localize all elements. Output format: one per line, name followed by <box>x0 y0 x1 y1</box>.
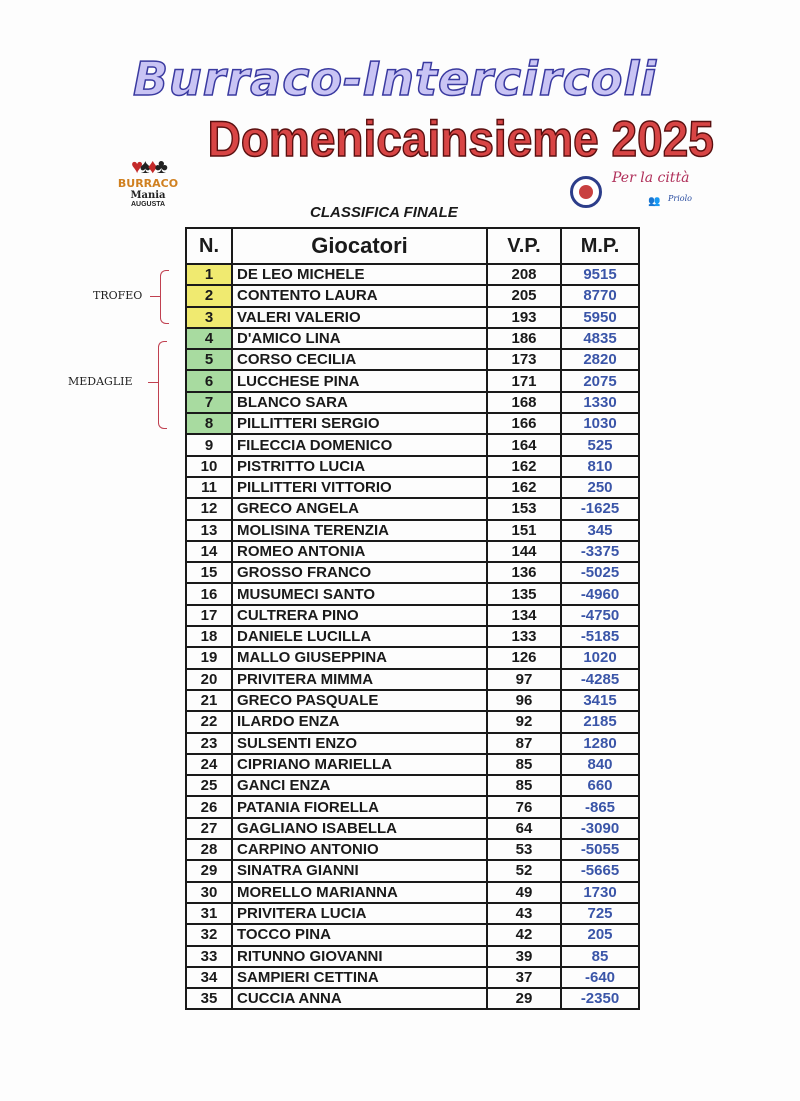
rank-cell: 28 <box>186 839 232 860</box>
vp-cell: 186 <box>487 328 561 349</box>
player-name-cell: SINATRA GIANNI <box>232 860 487 881</box>
player-name-cell: RITUNNO GIOVANNI <box>232 946 487 967</box>
ranking-table-body <box>186 264 639 1009</box>
vp-cell: 97 <box>487 669 561 690</box>
player-name-cell: MALLO GIUSEPPINA <box>232 647 487 668</box>
player-name-cell: CORSO CECILIA <box>232 349 487 370</box>
vp-cell: 87 <box>487 733 561 754</box>
table-row <box>186 818 639 839</box>
table-row <box>186 583 639 604</box>
player-name-cell: LUCCHESE PINA <box>232 370 487 391</box>
sponsor-logo <box>568 168 698 216</box>
vp-cell: 52 <box>487 860 561 881</box>
mp-cell: 810 <box>561 456 639 477</box>
table-row <box>186 839 639 860</box>
col-header-vp: V.P. <box>487 228 561 264</box>
table-row <box>186 860 639 881</box>
table-row <box>186 477 639 498</box>
player-name-cell: CARPINO ANTONIO <box>232 839 487 860</box>
table-row <box>186 434 639 455</box>
rank-cell: 19 <box>186 647 232 668</box>
player-name-cell: PRIVITERA LUCIA <box>232 903 487 924</box>
player-name-cell: DANIELE LUCILLA <box>232 626 487 647</box>
player-name-cell: CUCCIA ANNA <box>232 988 487 1009</box>
mp-cell: -3090 <box>561 818 639 839</box>
player-name-cell: CONTENTO LAURA <box>232 285 487 306</box>
vp-cell: 53 <box>487 839 561 860</box>
mp-cell: 9515 <box>561 264 639 285</box>
mp-cell: 840 <box>561 754 639 775</box>
table-row <box>186 456 639 477</box>
rank-cell: 9 <box>186 434 232 455</box>
mp-cell: 2075 <box>561 370 639 391</box>
rank-cell: 20 <box>186 669 232 690</box>
player-name-cell: PILLITTERI VITTORIO <box>232 477 487 498</box>
table-row <box>186 413 639 434</box>
vp-cell: 162 <box>487 456 561 477</box>
mp-cell: 3415 <box>561 690 639 711</box>
player-name-cell: ILARDO ENZA <box>232 711 487 732</box>
rank-cell: 8 <box>186 413 232 434</box>
player-name-cell: GANCI ENZA <box>232 775 487 796</box>
rank-cell: 26 <box>186 796 232 817</box>
rank-cell: 7 <box>186 392 232 413</box>
vp-cell: 135 <box>487 583 561 604</box>
vp-cell: 162 <box>487 477 561 498</box>
vp-cell: 144 <box>487 541 561 562</box>
rank-cell: 3 <box>186 307 232 328</box>
mp-cell: 525 <box>561 434 639 455</box>
rank-cell: 29 <box>186 860 232 881</box>
table-row <box>186 690 639 711</box>
vp-cell: 133 <box>487 626 561 647</box>
player-name-cell: FILECCIA DOMENICO <box>232 434 487 455</box>
col-header-rank: N. <box>186 228 232 264</box>
mp-cell: -4750 <box>561 605 639 626</box>
vp-cell: 171 <box>487 370 561 391</box>
vp-cell: 126 <box>487 647 561 668</box>
vp-cell: 37 <box>487 967 561 988</box>
medaglie-brace <box>158 341 167 429</box>
mp-cell: -4960 <box>561 583 639 604</box>
table-row <box>186 796 639 817</box>
mp-cell: 4835 <box>561 328 639 349</box>
mp-cell: 250 <box>561 477 639 498</box>
vp-cell: 43 <box>487 903 561 924</box>
ranking-table <box>185 227 640 1010</box>
vp-cell: 168 <box>487 392 561 413</box>
mp-cell: 1030 <box>561 413 639 434</box>
mp-cell: 5950 <box>561 307 639 328</box>
event-title: Burraco-Intercircoli <box>132 52 658 106</box>
rank-cell: 1 <box>186 264 232 285</box>
table-row <box>186 264 639 285</box>
table-row <box>186 882 639 903</box>
vp-cell: 96 <box>487 690 561 711</box>
rank-cell: 5 <box>186 349 232 370</box>
mp-cell: -5025 <box>561 562 639 583</box>
table-row <box>186 562 639 583</box>
rank-cell: 24 <box>186 754 232 775</box>
rank-cell: 35 <box>186 988 232 1009</box>
mp-cell: 725 <box>561 903 639 924</box>
card-suits-icon: ♥♠♦♣ <box>131 156 165 178</box>
table-row <box>186 924 639 945</box>
vp-cell: 193 <box>487 307 561 328</box>
rank-cell: 13 <box>186 520 232 541</box>
rank-cell: 2 <box>186 285 232 306</box>
table-row <box>186 498 639 519</box>
vp-cell: 164 <box>487 434 561 455</box>
rank-cell: 27 <box>186 818 232 839</box>
table-row <box>186 946 639 967</box>
player-name-cell: SAMPIERI CETTINA <box>232 967 487 988</box>
vp-cell: 29 <box>487 988 561 1009</box>
rank-cell: 21 <box>186 690 232 711</box>
player-name-cell: MUSUMECI SANTO <box>232 583 487 604</box>
player-name-cell: SULSENTI ENZO <box>232 733 487 754</box>
classification-title: CLASSIFICA FINALE <box>310 204 458 221</box>
table-row <box>186 307 639 328</box>
table-row <box>186 392 639 413</box>
mp-cell: 1280 <box>561 733 639 754</box>
mp-cell: 2820 <box>561 349 639 370</box>
player-name-cell: PRIVITERA MIMMA <box>232 669 487 690</box>
rank-cell: 25 <box>186 775 232 796</box>
table-row <box>186 988 639 1009</box>
sponsor-subtext: Priolo <box>668 194 692 203</box>
rank-cell: 30 <box>186 882 232 903</box>
burraco-mania-logo <box>112 156 184 209</box>
logo-brand-text: BURRACO <box>117 177 179 190</box>
event-subtitle: Domenicainsieme 2025 <box>207 111 714 167</box>
vp-cell: 49 <box>487 882 561 903</box>
mp-cell: 1730 <box>561 882 639 903</box>
rank-cell: 22 <box>186 711 232 732</box>
rank-cell: 17 <box>186 605 232 626</box>
player-name-cell: GAGLIANO ISABELLA <box>232 818 487 839</box>
vp-cell: 153 <box>487 498 561 519</box>
col-header-mp: M.P. <box>561 228 639 264</box>
mp-cell: 1020 <box>561 647 639 668</box>
table-row <box>186 775 639 796</box>
rank-cell: 32 <box>186 924 232 945</box>
player-name-cell: MOLISINA TERENZIA <box>232 520 487 541</box>
vp-cell: 64 <box>487 818 561 839</box>
table-header-row <box>186 228 639 264</box>
table-row <box>186 754 639 775</box>
table-row <box>186 285 639 306</box>
rank-cell: 11 <box>186 477 232 498</box>
mp-cell: 345 <box>561 520 639 541</box>
vp-cell: 92 <box>487 711 561 732</box>
mp-cell: -5185 <box>561 626 639 647</box>
player-name-cell: PISTRITTO LUCIA <box>232 456 487 477</box>
medaglie-brace-tick <box>148 382 158 383</box>
rank-cell: 12 <box>186 498 232 519</box>
rank-cell: 34 <box>186 967 232 988</box>
table-row <box>186 711 639 732</box>
player-name-cell: ROMEO ANTONIA <box>232 541 487 562</box>
rank-cell: 16 <box>186 583 232 604</box>
player-name-cell: GROSSO FRANCO <box>232 562 487 583</box>
emblem-icon <box>570 176 602 208</box>
trofeo-brace <box>160 270 169 324</box>
player-name-cell: TOCCO PINA <box>232 924 487 945</box>
player-name-cell: D'AMICO LINA <box>232 328 487 349</box>
table-row <box>186 370 639 391</box>
vp-cell: 42 <box>487 924 561 945</box>
mp-cell: 660 <box>561 775 639 796</box>
table-row <box>186 541 639 562</box>
mp-cell: -4285 <box>561 669 639 690</box>
table-row <box>186 349 639 370</box>
rank-cell: 10 <box>186 456 232 477</box>
table-row <box>186 605 639 626</box>
player-name-cell: CULTRERA PINO <box>232 605 487 626</box>
vp-cell: 134 <box>487 605 561 626</box>
rank-cell: 6 <box>186 370 232 391</box>
mp-cell: -640 <box>561 967 639 988</box>
table-row <box>186 647 639 668</box>
mp-cell: -3375 <box>561 541 639 562</box>
vp-cell: 85 <box>487 754 561 775</box>
people-icon: 👥 <box>648 196 661 207</box>
rank-cell: 4 <box>186 328 232 349</box>
player-name-cell: CIPRIANO MARIELLA <box>232 754 487 775</box>
rank-cell: 18 <box>186 626 232 647</box>
mp-cell: 85 <box>561 946 639 967</box>
player-name-cell: DE LEO MICHELE <box>232 264 487 285</box>
player-name-cell: VALERI VALERIO <box>232 307 487 328</box>
table-row <box>186 733 639 754</box>
player-name-cell: PATANIA FIORELLA <box>232 796 487 817</box>
table-row <box>186 328 639 349</box>
rank-cell: 15 <box>186 562 232 583</box>
rank-cell: 23 <box>186 733 232 754</box>
logo-line2: AUGUSTA <box>130 201 166 208</box>
vp-cell: 76 <box>487 796 561 817</box>
player-name-cell: PILLITTERI SERGIO <box>232 413 487 434</box>
logo-line1: Mania <box>130 190 166 201</box>
mp-cell: -5665 <box>561 860 639 881</box>
vp-cell: 205 <box>487 285 561 306</box>
player-name-cell: GRECO ANGELA <box>232 498 487 519</box>
mp-cell: -5055 <box>561 839 639 860</box>
sponsor-text: Per la città <box>612 170 690 186</box>
mp-cell: -865 <box>561 796 639 817</box>
vp-cell: 151 <box>487 520 561 541</box>
trofeo-label: TROFEO <box>93 289 143 302</box>
vp-cell: 208 <box>487 264 561 285</box>
table-row <box>186 967 639 988</box>
vp-cell: 85 <box>487 775 561 796</box>
mp-cell: 1330 <box>561 392 639 413</box>
vp-cell: 166 <box>487 413 561 434</box>
mp-cell: 8770 <box>561 285 639 306</box>
vp-cell: 173 <box>487 349 561 370</box>
table-row <box>186 669 639 690</box>
table-row <box>186 520 639 541</box>
col-header-players: Giocatori <box>232 228 487 264</box>
mp-cell: -2350 <box>561 988 639 1009</box>
player-name-cell: MORELLO MARIANNA <box>232 882 487 903</box>
rank-cell: 31 <box>186 903 232 924</box>
table-row <box>186 903 639 924</box>
mp-cell: -1625 <box>561 498 639 519</box>
mp-cell: 205 <box>561 924 639 945</box>
player-name-cell: GRECO PASQUALE <box>232 690 487 711</box>
trofeo-brace-tick <box>150 296 160 297</box>
medaglie-label: MEDAGLIE <box>68 375 133 388</box>
vp-cell: 136 <box>487 562 561 583</box>
mp-cell: 2185 <box>561 711 639 732</box>
vp-cell: 39 <box>487 946 561 967</box>
rank-cell: 33 <box>186 946 232 967</box>
player-name-cell: BLANCO SARA <box>232 392 487 413</box>
table-row <box>186 626 639 647</box>
rank-cell: 14 <box>186 541 232 562</box>
